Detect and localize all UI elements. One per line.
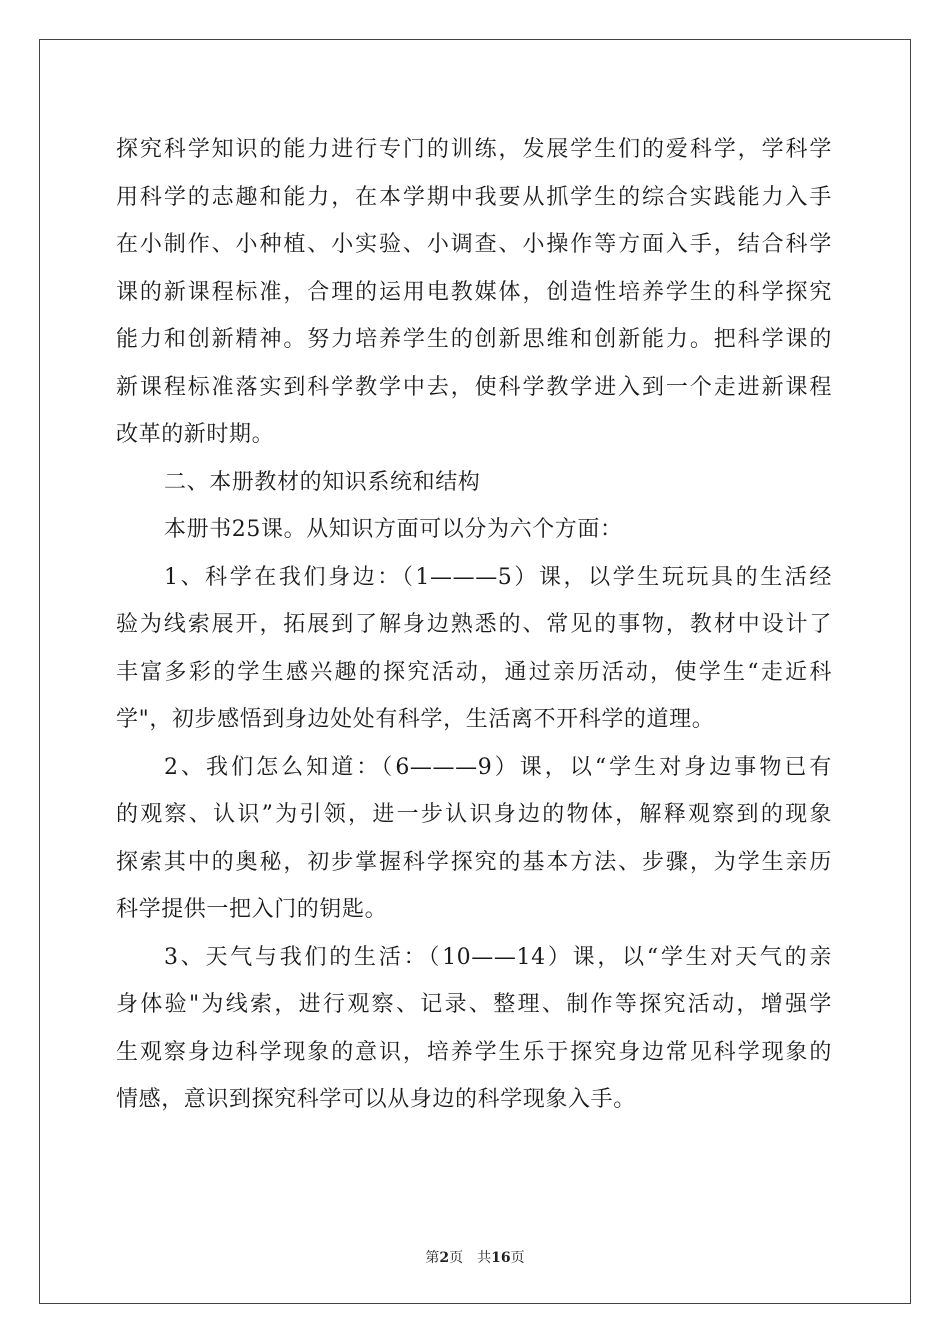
section-heading bbox=[116, 459, 832, 507]
text-line: 探究科学知识的能力进行专门的训练，发展学生们的爱科学，学科学 bbox=[116, 137, 832, 162]
total-pages: 16 bbox=[491, 1250, 511, 1266]
text-line: 1、科学在我们身边：（1———5）课，以学生玩玩具的生活经 bbox=[164, 564, 832, 590]
document-body bbox=[116, 126, 832, 1124]
page-suffix: 页 bbox=[449, 1250, 464, 1266]
text-line: 用科学的志趣和能力，在本学期中我要从抓学生的综合实践能力入手 bbox=[116, 184, 832, 210]
total-suffix: 页 bbox=[510, 1250, 525, 1266]
paragraph bbox=[116, 744, 832, 934]
text-line: 的观察、认识”为引领，进一步认识身边的物体，解释观察到的现象 bbox=[116, 802, 832, 827]
paragraph bbox=[116, 554, 832, 744]
total-prefix: 共 bbox=[477, 1250, 492, 1266]
text-line: 在小制作、小种植、小实验、小调查、小操作等方面入手，结合科学 bbox=[116, 232, 832, 257]
text-line: 验为线索展开，拓展到了解身边熟悉的、常见的事物，教材中设计了 bbox=[116, 612, 832, 637]
text-line: 2、我们怎么知道：（6———9）课，以“学生对身边事物已有 bbox=[164, 754, 832, 780]
text-line: 学"，初步感悟到身边处处有科学，生活离不开科学的道理。 bbox=[116, 707, 715, 732]
text-line: 探索其中的奥秘，初步掌握科学探究的基本方法、步骤，为学生亲历 bbox=[116, 849, 832, 875]
text-line: 3、天气与我们的生活：（10——14）课，以“学生对天气的亲 bbox=[164, 944, 832, 970]
text-line: 新课程标准落实到科学教学中去，使科学教学进入到一个走进新课程 bbox=[116, 374, 832, 400]
text-line: 丰富多彩的学生感兴趣的探究活动，通过亲历活动，使学生“走近科 bbox=[116, 659, 832, 685]
page-prefix: 第 bbox=[425, 1250, 440, 1266]
paragraph bbox=[116, 126, 832, 459]
text-line: 本册书25课。从知识方面可以分为六个方面： bbox=[164, 517, 623, 542]
page-number: 2 bbox=[439, 1250, 450, 1266]
page-footer bbox=[0, 1247, 950, 1267]
text-line: 二、本册教材的知识系统和结构 bbox=[164, 469, 481, 495]
text-line: 生观察身边科学现象的意识，培养学生乐于探究身边常见科学现象的 bbox=[116, 1039, 832, 1065]
paragraph bbox=[116, 934, 832, 1124]
paragraph bbox=[116, 506, 832, 554]
text-line: 改革的新时期。 bbox=[116, 422, 275, 447]
text-line: 课的新课程标准，合理的运用电教媒体，创造性培养学生的科学探究 bbox=[116, 279, 832, 305]
text-line: 身体验"为线索，进行观察、记录、整理、制作等探究活动，增强学 bbox=[116, 992, 832, 1017]
text-line: 科学提供一把入门的钥匙。 bbox=[116, 897, 388, 922]
text-line: 情感，意识到探究科学可以从身边的科学现象入手。 bbox=[116, 1087, 636, 1112]
text-line: 能力和创新精神。努力培养学生的创新思维和创新能力。把科学课的 bbox=[116, 327, 832, 352]
